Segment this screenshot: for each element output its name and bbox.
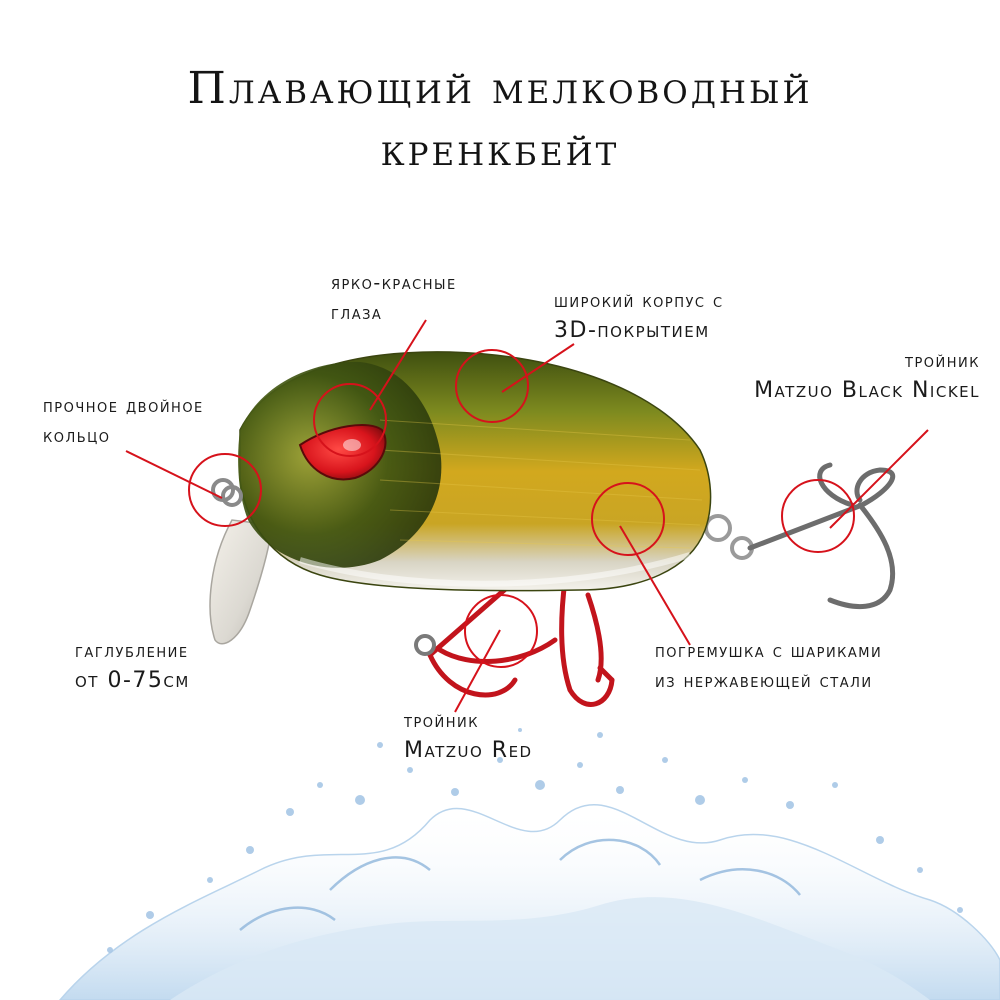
callout-diving-depth-line-1: гаглубление bbox=[75, 640, 189, 662]
callout-red-hook bbox=[404, 706, 533, 766]
callout-wide-body-line-2: 3D-покрытием bbox=[554, 318, 710, 343]
title-line-1: Плавающий мелководный bbox=[187, 63, 813, 114]
lure-body bbox=[238, 352, 711, 591]
callout-rattle bbox=[655, 636, 882, 696]
callout-wide-body bbox=[554, 286, 724, 346]
callout-red-eyes-line-1: ярко-красные bbox=[331, 272, 457, 294]
callout-diving-depth-line-2: от 0-75см bbox=[75, 668, 190, 693]
leader-red-hook bbox=[455, 630, 500, 712]
callout-red-eyes-line-2: глаза bbox=[331, 302, 383, 324]
callout-wide-body-line-1: широкий корпус с bbox=[554, 290, 724, 312]
callout-diving-depth bbox=[75, 636, 190, 696]
callout-black-nickel-hook-line-1: тройник bbox=[905, 350, 980, 372]
callout-red-hook-line-2: Matzuo Red bbox=[404, 738, 533, 763]
callout-red-eyes bbox=[331, 268, 457, 328]
callout-black-nickel-hook bbox=[754, 346, 980, 406]
callout-black-nickel-hook-line-2: Matzuo Black Nickel bbox=[754, 378, 980, 403]
callout-circle-red-hook bbox=[465, 595, 537, 667]
callout-split-ring bbox=[43, 391, 204, 451]
split-ring bbox=[213, 480, 241, 505]
red-treble-hook bbox=[416, 580, 612, 704]
callout-red-hook-line-1: тройник bbox=[404, 710, 479, 732]
water-splash bbox=[60, 728, 1000, 1000]
callout-rattle-line-2: из нержавеющей стали bbox=[655, 670, 873, 692]
callout-split-ring-line-2: кольцо bbox=[43, 425, 111, 447]
leader-nickel-hook bbox=[830, 430, 928, 528]
callout-split-ring-line-1: прочное двойное bbox=[43, 395, 204, 417]
title-line-2: кренкбейт bbox=[380, 125, 620, 176]
callout-rattle-line-1: погремушка с шариками bbox=[655, 640, 883, 662]
